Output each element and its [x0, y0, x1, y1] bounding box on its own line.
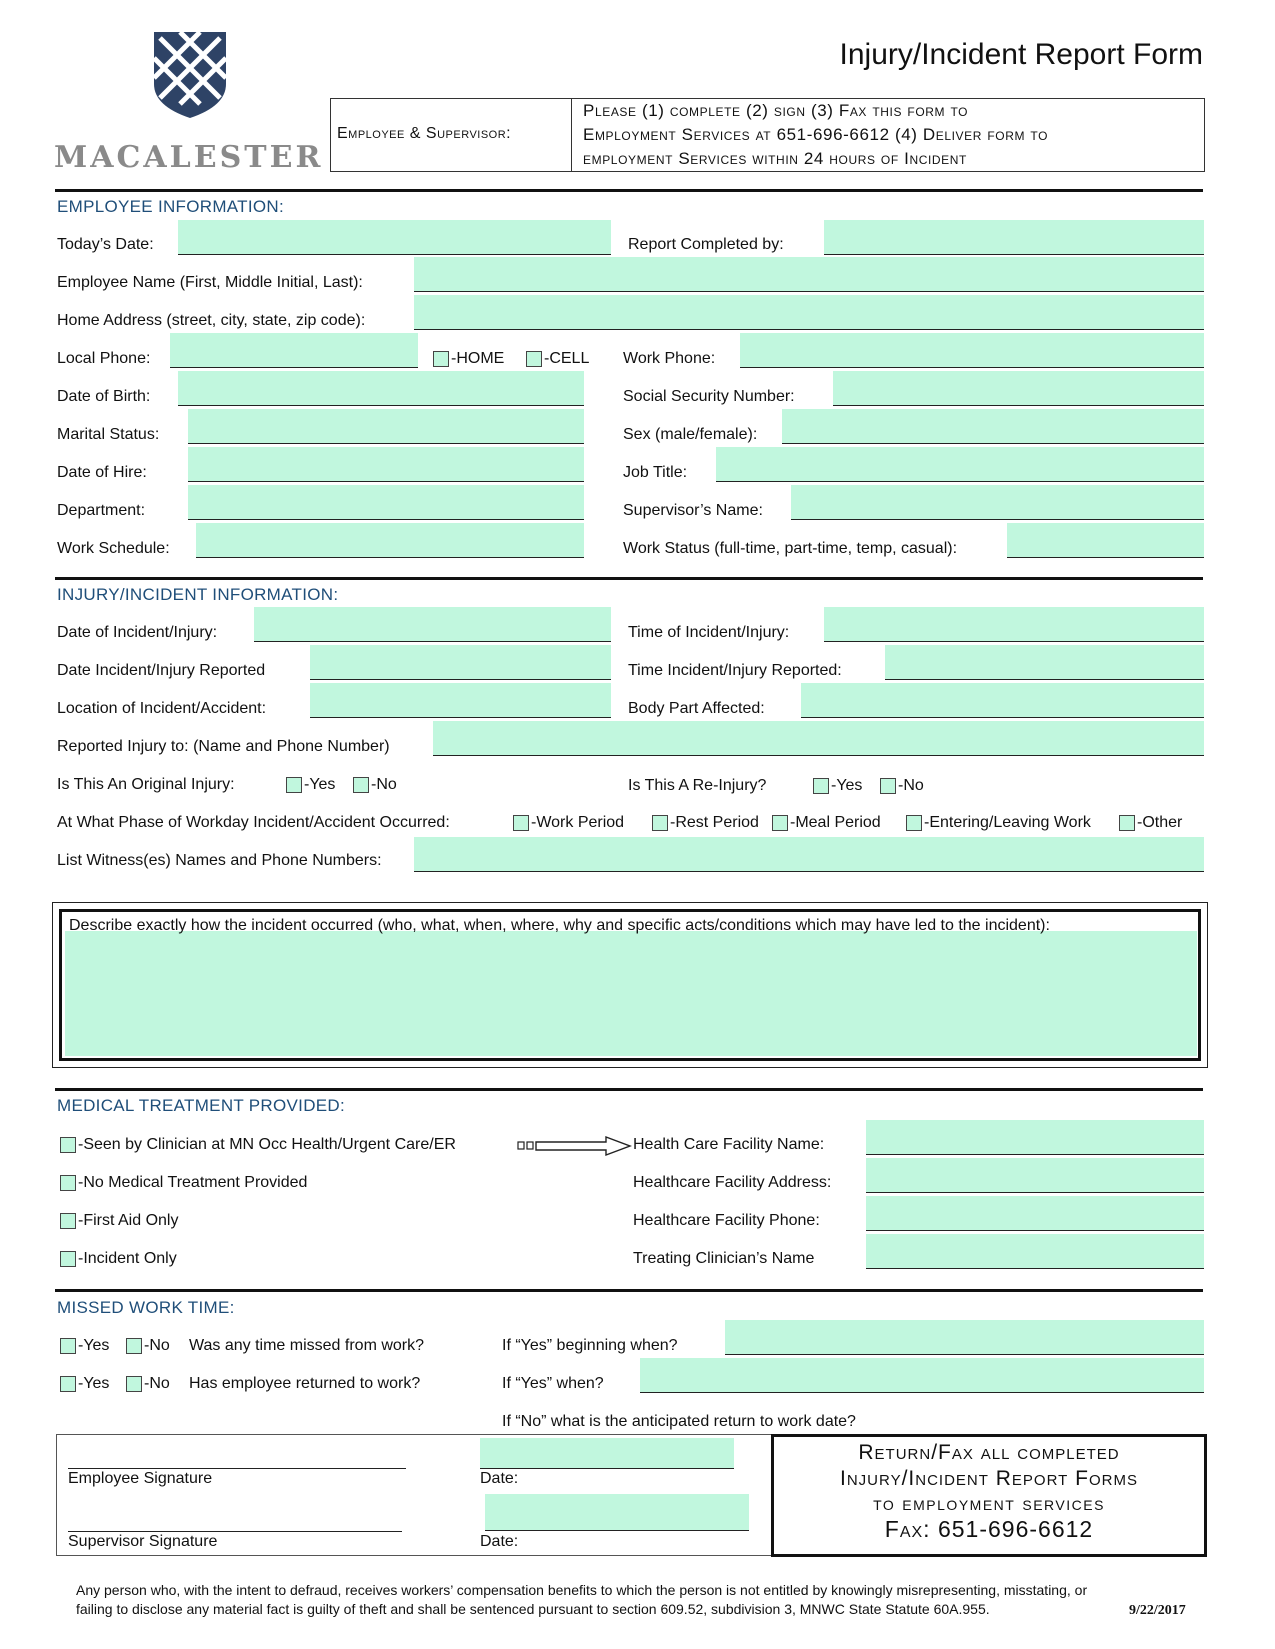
marital-status-field[interactable] [188, 409, 584, 444]
returned-no-checkbox[interactable] [126, 1376, 142, 1392]
incident-date-field[interactable] [254, 607, 611, 642]
returned-question-label: Has employee returned to work? [189, 1375, 421, 1392]
employee-signature-label: Employee Signature [68, 1470, 213, 1487]
phase-rest-period-checkbox[interactable] [652, 815, 668, 831]
report-completed-by-field[interactable] [824, 220, 1204, 255]
sex-field[interactable] [782, 409, 1204, 444]
section-divider [55, 189, 1203, 192]
instruction-line-1: Please (1) complete (2) sign (3) Fax this form to [583, 101, 969, 120]
section-divider [55, 1289, 1203, 1292]
phase-work-period-checkbox[interactable] [513, 815, 529, 831]
macalester-logo-icon [150, 28, 230, 120]
date-reported-label: Date Incident/Injury Reported [57, 662, 266, 679]
facility-address-field[interactable] [866, 1158, 1204, 1193]
returned-when-field[interactable] [640, 1358, 1204, 1393]
page-title: Injury/Incident Report Form [839, 38, 1203, 71]
arrow-right-icon [516, 1135, 634, 1157]
supervisor-date-label: Date: [480, 1533, 519, 1550]
incident-only-label: -Incident Only [78, 1250, 177, 1267]
phase-work-period-label: -Work Period [531, 814, 625, 831]
supervisor-name-label: Supervisor’s Name: [623, 502, 763, 519]
cell-checkbox[interactable] [526, 351, 542, 367]
returned-yes-label: -Yes [78, 1375, 110, 1392]
sex-label: Sex (male/female): [623, 426, 758, 443]
location-field[interactable] [310, 683, 611, 718]
incident-time-field[interactable] [824, 607, 1204, 642]
body-part-label: Body Part Affected: [628, 700, 765, 717]
date-reported-field[interactable] [310, 645, 611, 680]
return-fax-box [771, 1434, 1207, 1557]
missed-yes-label: -Yes [78, 1337, 110, 1354]
work-status-field[interactable] [1007, 523, 1204, 558]
facility-name-label: Health Care Facility Name: [633, 1136, 825, 1153]
return-line-3: to employment services [873, 1493, 1105, 1515]
description-label: Describe exactly how the incident occurred (who, what, when, where, why and specific acts/conditions which may have led to the incident): [69, 917, 1050, 934]
seen-by-clinician-label: -Seen by Clinician at MN Occ Health/Urgent Care/ER [78, 1136, 456, 1153]
employee-date-label: Date: [480, 1470, 519, 1487]
reported-to-label: Reported Injury to: (Name and Phone Number) [57, 738, 390, 755]
beginning-when-label: If “Yes” beginning when? [502, 1337, 678, 1354]
beginning-when-field[interactable] [725, 1320, 1204, 1355]
description-field[interactable] [65, 931, 1197, 1056]
work-status-label: Work Status (full-time, part-time, temp, casual): [623, 540, 958, 557]
original-injury-label: Is This An Original Injury: [57, 776, 235, 793]
original-no-label: -No [371, 776, 397, 793]
returned-no-label: -No [144, 1375, 170, 1392]
instruction-box [330, 98, 1205, 172]
anticipated-return-label: If “No” what is the anticipated return to work date? [502, 1413, 856, 1430]
reinjury-yes-checkbox[interactable] [813, 778, 829, 794]
employee-name-label: Employee Name (First, Middle Initial, Last): [57, 274, 363, 291]
original-yes-checkbox[interactable] [286, 777, 302, 793]
clinician-field[interactable] [866, 1234, 1204, 1269]
clinician-label: Treating Clinician’s Name [633, 1250, 815, 1267]
time-reported-label: Time Incident/Injury Reported: [628, 662, 842, 679]
legal-notice-line-1: Any person who, with the intent to defraud, receives workers’ compensation benefits to which the person is not entitled by knowingly misrepresenting, misstating, or [76, 1582, 1088, 1598]
hire-date-label: Date of Hire: [57, 464, 147, 481]
home-checkbox[interactable] [433, 351, 449, 367]
return-fax-number: Fax: 651-696-6612 [884, 1516, 1094, 1542]
body-part-field[interactable] [801, 683, 1204, 718]
work-schedule-label: Work Schedule: [57, 540, 170, 557]
phase-entering-leaving-label: -Entering/Leaving Work [924, 814, 1091, 831]
local-phone-field[interactable] [170, 333, 418, 368]
first-aid-checkbox[interactable] [60, 1213, 76, 1229]
phase-rest-period-label: -Rest Period [670, 814, 759, 831]
home-address-label: Home Address (street, city, state, zip code): [57, 312, 366, 329]
ssn-label: Social Security Number: [623, 388, 795, 405]
missed-work-section-heading: MISSED WORK TIME: [57, 1298, 235, 1317]
report-completed-by-label: Report Completed by: [628, 236, 784, 253]
work-schedule-field[interactable] [196, 523, 584, 558]
phase-label: At What Phase of Workday Incident/Accident Occurred: [57, 814, 450, 831]
form-version-date: 9/22/2017 [1129, 1603, 1186, 1618]
ssn-field[interactable] [833, 371, 1204, 406]
home-option-label: -HOME [451, 350, 505, 367]
employee-name-field[interactable] [414, 257, 1204, 292]
job-title-label: Job Title: [623, 464, 688, 481]
medical-section-heading: MEDICAL TREATMENT PROVIDED: [57, 1096, 346, 1115]
instruction-line-3: employment Services within 24 hours of Incident [583, 149, 967, 168]
missed-yes-checkbox[interactable] [60, 1338, 76, 1354]
time-reported-field[interactable] [885, 645, 1204, 680]
witnesses-field[interactable] [414, 837, 1204, 872]
marital-status-label: Marital Status: [57, 426, 160, 443]
work-phone-field[interactable] [740, 333, 1204, 368]
reinjury-yes-label: -Yes [831, 777, 863, 794]
phase-meal-period-label: -Meal Period [790, 814, 881, 831]
work-phone-label: Work Phone: [623, 350, 716, 367]
instruction-line-2: Employment Services at 651-696-6612 (4) Deliver form to [583, 125, 1049, 144]
supervisor-name-field[interactable] [791, 485, 1204, 520]
first-aid-label: -First Aid Only [78, 1212, 179, 1229]
no-treatment-checkbox[interactable] [60, 1175, 76, 1191]
phase-meal-period-checkbox[interactable] [772, 815, 788, 831]
original-no-checkbox[interactable] [353, 777, 369, 793]
todays-date-label: Today’s Date: [57, 236, 154, 253]
facility-phone-field[interactable] [866, 1196, 1204, 1231]
employee-section-heading: EMPLOYEE INFORMATION: [57, 197, 285, 216]
facility-address-label: Healthcare Facility Address: [633, 1174, 832, 1191]
instruction-box-left: Employee & Supervisor: [337, 125, 512, 142]
reinjury-no-label: -No [898, 777, 924, 794]
local-phone-label: Local Phone: [57, 350, 151, 367]
return-line-2: Injury/Incident Report Forms [840, 1467, 1138, 1490]
dob-label: Date of Birth: [57, 388, 151, 405]
seen-by-clinician-checkbox[interactable] [60, 1137, 76, 1153]
logo-text: MACALESTER [54, 140, 324, 175]
missed-question-label: Was any time missed from work? [189, 1337, 425, 1354]
original-yes-label: -Yes [304, 776, 336, 793]
cell-option-label: -CELL [544, 350, 590, 367]
dob-field[interactable] [178, 371, 584, 406]
incident-section-heading: INJURY/INCIDENT INFORMATION: [57, 585, 339, 604]
no-treatment-label: -No Medical Treatment Provided [78, 1174, 308, 1191]
missed-no-checkbox[interactable] [126, 1338, 142, 1354]
description-box [52, 902, 1208, 1068]
incident-date-label: Date of Incident/Injury: [57, 624, 218, 641]
legal-notice-line-2: failing to disclose any material fact is guilty of theft and shall be sentenced pursuant to section 609.52, subdivision 3, MNWC State Statute 60A.955. [76, 1601, 990, 1617]
facility-phone-label: Healthcare Facility Phone: [633, 1212, 820, 1229]
hire-date-field[interactable] [188, 447, 584, 482]
incident-only-checkbox[interactable] [60, 1251, 76, 1267]
witnesses-label: List Witness(es) Names and Phone Numbers: [57, 852, 382, 869]
facility-name-field[interactable] [866, 1120, 1204, 1155]
department-label: Department: [57, 502, 146, 519]
incident-time-label: Time of Incident/Injury: [628, 624, 790, 641]
job-title-field[interactable] [716, 447, 1204, 482]
supervisor-signature-label: Supervisor Signature [68, 1533, 218, 1550]
returned-when-label: If “Yes” when? [502, 1375, 604, 1392]
reported-to-field[interactable] [433, 721, 1204, 756]
missed-no-label: -No [144, 1337, 170, 1354]
supervisor-signature-line[interactable] [68, 1530, 402, 1532]
todays-date-field[interactable] [178, 220, 611, 255]
location-label: Location of Incident/Accident: [57, 700, 267, 717]
returned-yes-checkbox[interactable] [60, 1376, 76, 1392]
phase-entering-leaving-checkbox[interactable] [906, 815, 922, 831]
home-address-field[interactable] [414, 295, 1204, 330]
phase-other-label: -Other [1137, 814, 1183, 831]
reinjury-label: Is This A Re-Injury? [628, 777, 767, 794]
employee-date-field[interactable] [480, 1438, 734, 1469]
section-divider [55, 1088, 1203, 1091]
section-divider [55, 577, 1203, 580]
supervisor-date-field[interactable] [485, 1494, 749, 1531]
employee-signature-line[interactable] [68, 1467, 406, 1469]
reinjury-no-checkbox[interactable] [880, 778, 896, 794]
return-line-1: Return/Fax all completed [858, 1441, 1120, 1464]
department-field[interactable] [188, 485, 584, 520]
phase-other-checkbox[interactable] [1119, 815, 1135, 831]
